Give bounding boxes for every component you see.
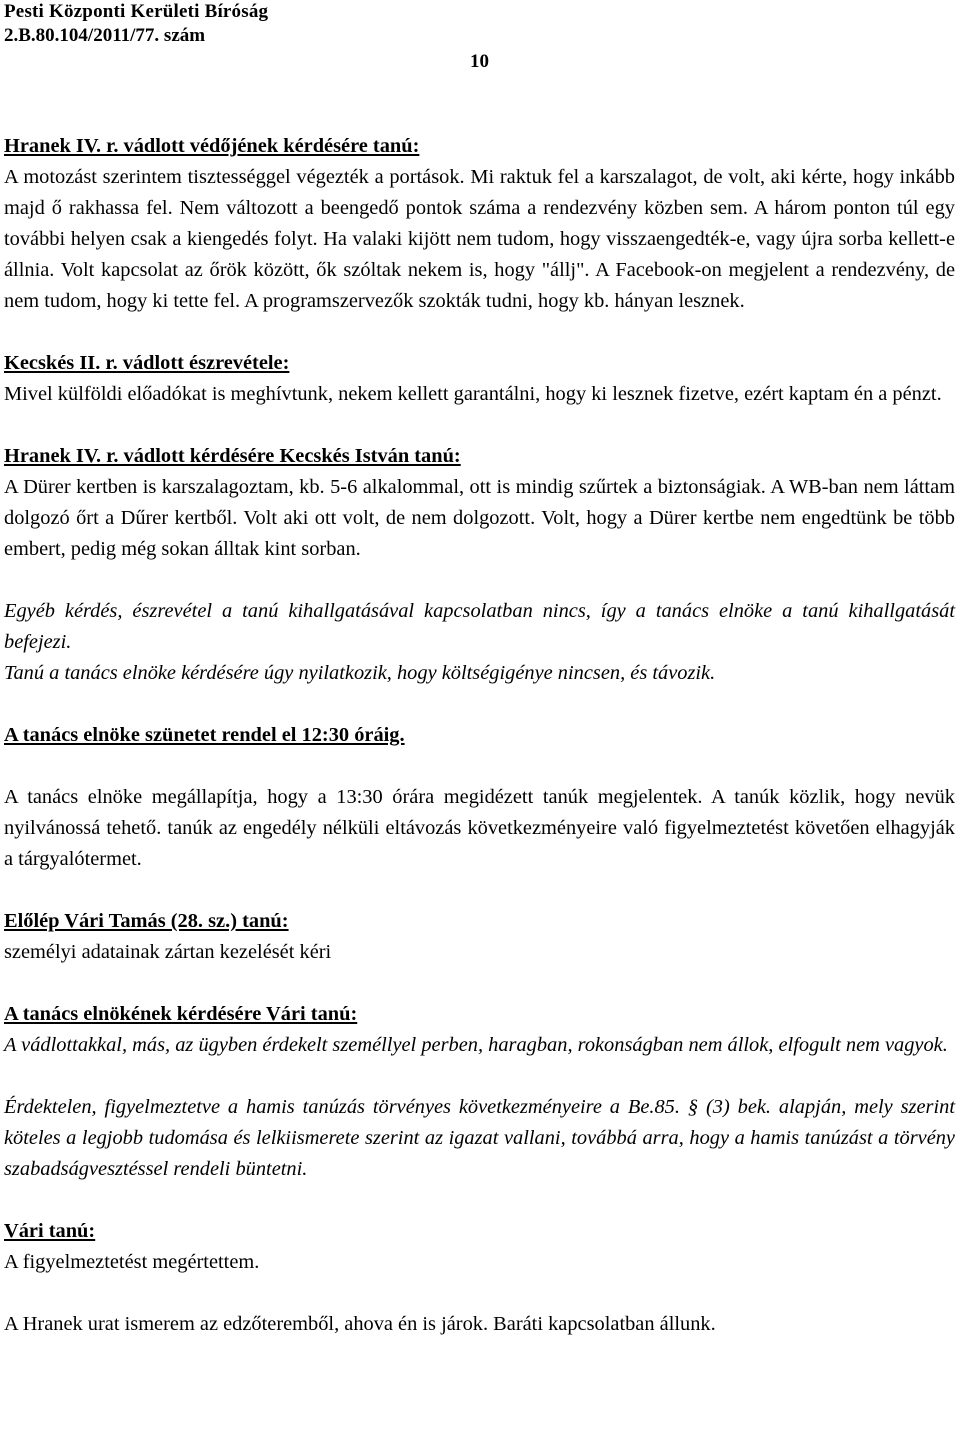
document-body [4,131,955,1340]
perjury-warning: Érdektelen, figyelmeztetve a hamis tanúzás törvényes következményeire a Be.85. § (3) bek. alapján, mely szerint köteles a legjobb tudomása és lelkiismerete szerint az igazat vallani, továbbá arra, hogy a hamis tanúzást a törvény szabadságvesztéssel rendeli büntetni. [4,1096,955,1180]
defendant-remark-paragraph: Mivel külföldi előadókat is meghívtunk, nekem kellett garantálni, hogy ki lesznek fizetve, ezért kaptam én a pénzt. [4,383,942,405]
witness-data-request: személyi adatainak zártan kezelését kéri [4,941,332,963]
witness-heading: Előlép Vári Tamás (28. sz.) tanú: [4,910,289,932]
witness-answer-paragraph: A motozást szerintem tisztességgel végezték a portások. Mi raktuk fel a karszalagot, de volt, aki kérte, hogy inkább majd ő rakhassa fel. Nem változott a beengedő pontok száma a rendezvény közben sem. A három ponton túl egy további helyen csak a kiengedés folyt. Ha valaki kijött nem tudom, hogy visszaengedték-e, vagy újra sorba kellett-e állnia. Volt kapcsolat az őrök között, ők szóltak nekem is, hogy "állj". A Facebook-on megjelent a rendezvény, de nem tudom, hogy ki tette fel. A programszervezők szokták tudni, hogy kb. hányan lesznek. [4,166,955,312]
section-heading-defendant-question: Hranek IV. r. vádlott kérdésére Kecskés István tanú: [4,445,461,467]
witness-acknowledgement: A figyelmeztetést megértettem. [4,1251,260,1273]
case-number: 2.B.80.104/2011/77. szám [4,25,206,46]
page-number: 10 [470,51,489,72]
witness-answer-paragraph-2: A Dürer kertben is karszalagoztam, kb. 5-6 alkalommal, ott is mindig szűrtek a biztonságiak. A WB-ban nem láttam dolgozó őrt a Dűrer kertből. Volt aki ott volt, de nem dolgozott. Volt, hogy a Dürer kertbe nem engedtünk be több embert, pedig még sokan álltak kint sorban. [4,476,955,560]
court-name: Pesti Központi Kerületi Bíróság [4,1,269,22]
witness-statement-heading: Vári tanú: [4,1220,96,1242]
closing-statement: Egyéb kérdés, észrevétel a tanú kihallgatásával kapcsolatban nincs, így a tanács elnöke a tanú kihallgatását befejezi. [4,600,955,653]
recess-notice: A tanács elnöke szünetet rendel el 12:30 óráig. [4,724,405,746]
witness-statement-paragraph: A Hranek urat ismerem az edzőteremből, ahova én is járok. Baráti kapcsolatban állunk. [4,1313,716,1335]
cost-statement: Tanú a tanács elnöke kérdésére úgy nyilatkozik, hogy költségigénye nincsen, és távozik. [4,662,716,684]
section-heading-presiding-question: A tanács elnökének kérdésére Vári tanú: [4,1003,358,1025]
section-heading-defendant-remark: Kecskés II. r. vádlott észrevétele: [4,352,290,374]
witness-declaration: A vádlottakkal, más, az ügyben érdekelt személlyel perben, haragban, rokonságban nem állok, elfogult nem vagyok. [4,1034,948,1056]
section-heading-defense-question: Hranek IV. r. vádlott védőjének kérdésére tanú: [4,135,420,157]
resume-paragraph: A tanács elnöke megállapítja, hogy a 13:30 órára megidézett tanúk megjelentek. A tanúk közlik, hogy nevük nyilvánossá tehető. tanúk az engedély nélküli eltávozás következményeire való figyelmeztetést követően elhagyják a tárgyalótermet. [4,786,955,870]
